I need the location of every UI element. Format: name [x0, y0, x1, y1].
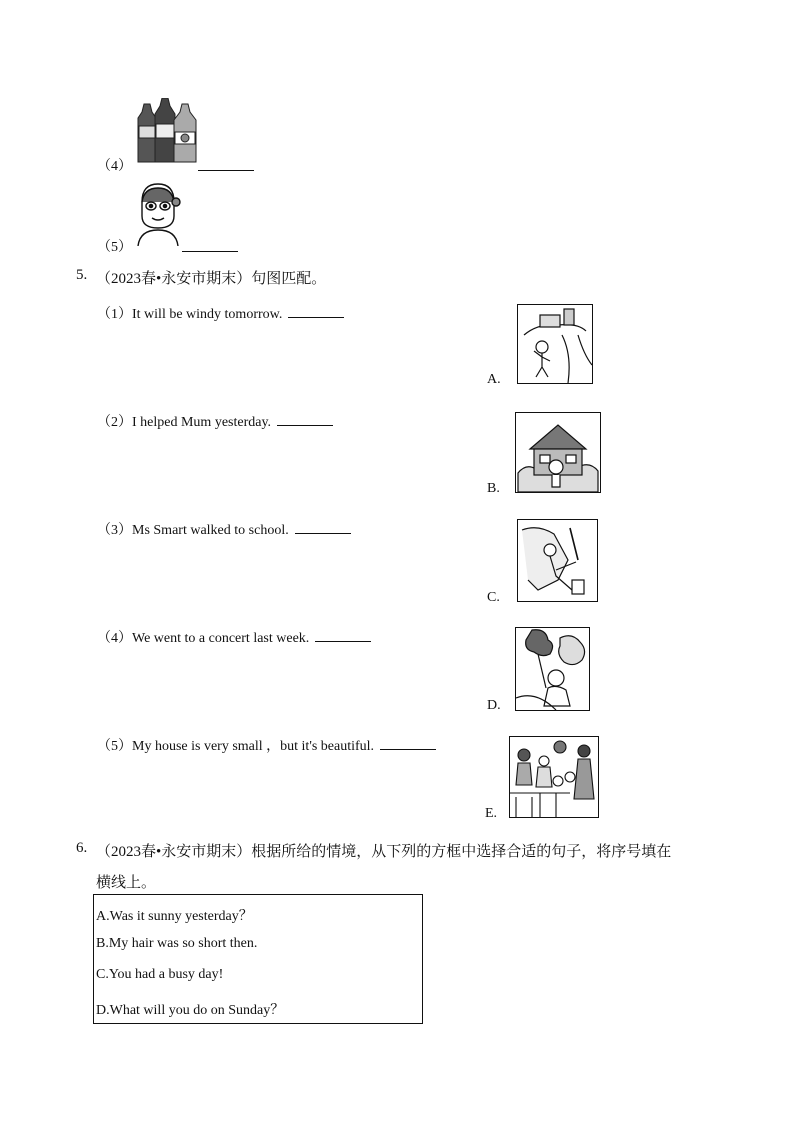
sentence-number: （1）	[97, 307, 132, 322]
sentence-4	[97, 627, 371, 647]
sentence-number: （3）	[97, 523, 132, 538]
answer-blank[interactable]	[198, 156, 254, 171]
sentence-number: （2）	[97, 415, 132, 430]
picture-b-label: B.	[487, 481, 500, 496]
q4-item-5-number: （5）	[97, 240, 132, 255]
picture-b-house	[515, 412, 601, 493]
question-5-instruction: （2023春•永安市期末）句图匹配。	[96, 271, 327, 287]
answer-blank[interactable]	[182, 237, 238, 252]
option-b: B.My hair was so short then.	[96, 936, 258, 951]
picture-a-windy	[517, 304, 593, 384]
picture-e-label: E.	[485, 806, 498, 821]
cartoon-kid-picture	[134, 180, 182, 246]
sentence-5	[97, 735, 436, 755]
picture-a-label: A.	[487, 372, 501, 387]
answer-blank[interactable]	[288, 303, 344, 318]
answer-blank[interactable]	[277, 411, 333, 426]
question-6-instruction: （2023春•永安市期末）根据所给的情境，从下列的方框中选择合适的句子，将序号填在	[96, 844, 672, 860]
sentence-text: We went to a concert last week.	[132, 631, 310, 646]
sentence-text: Ms Smart walked to school.	[132, 523, 289, 538]
sentence-2	[97, 411, 333, 431]
sentence-3	[97, 519, 351, 539]
answer-blank[interactable]	[380, 735, 436, 750]
option-a: A.Was it sunny yesterday？	[96, 909, 253, 924]
picture-d-label: D.	[487, 698, 501, 713]
option-d: D.What will you do on Sunday？	[96, 1003, 285, 1018]
sentence-number: （5）	[97, 739, 132, 754]
option-c: C.You had a busy day!	[96, 967, 224, 982]
picture-d-walking	[515, 627, 590, 711]
picture-e-concert	[509, 736, 599, 818]
question-6-instruction-continued: 横线上。	[96, 875, 157, 891]
sentence-number: （4）	[97, 631, 132, 646]
sentence-text: My house is very small ，but it's beautiful.	[132, 739, 375, 754]
options-box	[93, 894, 423, 1024]
answer-blank[interactable]	[315, 627, 371, 642]
bottles-picture	[134, 98, 200, 166]
sentence-text: It will be windy tomorrow.	[132, 307, 283, 322]
question-5-number: 5.	[76, 267, 88, 283]
picture-c-helping	[517, 519, 598, 602]
q4-item-4-number: （4）	[97, 159, 132, 174]
picture-c-label: C.	[487, 590, 500, 605]
question-6-number: 6.	[76, 840, 88, 856]
sentence-1	[97, 303, 344, 323]
answer-blank[interactable]	[295, 519, 351, 534]
sentence-text: I helped Mum yesterday.	[132, 415, 272, 430]
